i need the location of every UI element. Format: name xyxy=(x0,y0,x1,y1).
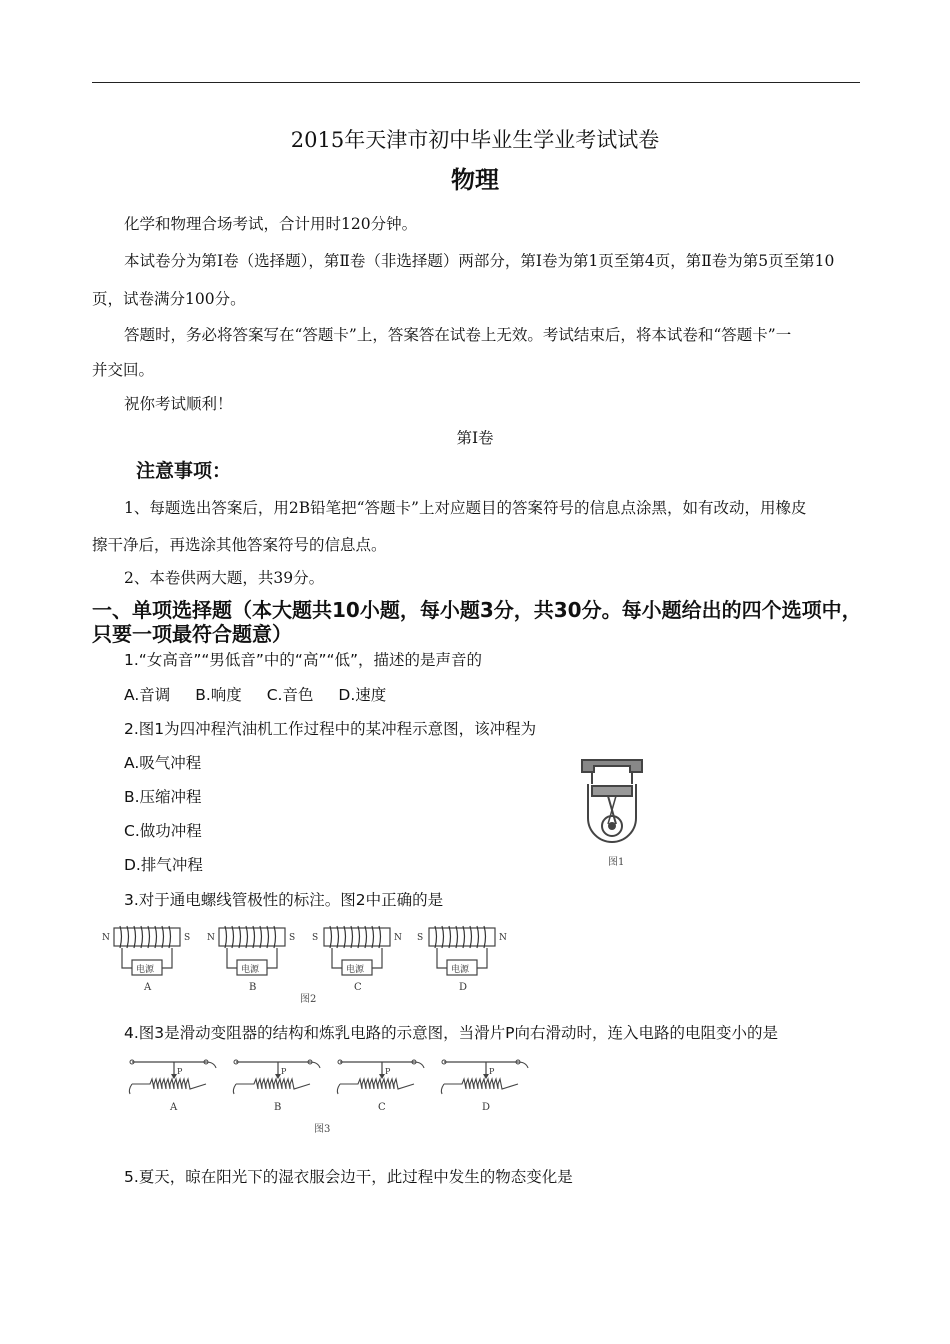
right-pole-label: N xyxy=(394,933,402,943)
q2-option-b: B.压缩冲程 xyxy=(124,788,202,806)
power-label: 电源 xyxy=(136,965,155,975)
slider-label: P xyxy=(489,1067,495,1076)
page-title: 2015年天津市初中毕业生学业考试试卷 xyxy=(290,128,660,152)
power-label: 电源 xyxy=(241,965,260,975)
solenoid-panel xyxy=(312,926,402,993)
right-pole-label: S xyxy=(289,933,296,943)
solenoid-panel xyxy=(102,926,190,993)
volume-label: 第Ⅰ卷 xyxy=(456,429,494,447)
question-1-options xyxy=(124,683,406,705)
figure-3-rheostat-diagrams xyxy=(126,1052,546,1138)
notice-item-1b: 擦干净后，再选涂其他答案符号的信息点。 xyxy=(92,536,387,554)
notice-item-1a: 1、每题选出答案后，用2B铅笔把“答题卡”上对应题目的答案符号的信息点涂黑，如有改动，用橡皮 xyxy=(124,499,807,517)
question-4-stem: 4.图3是滑动变阻器的结构和炼乳电路的示意图，当滑片P向右滑动时，连入电路的电阻变小的是 xyxy=(124,1024,779,1042)
question-5-stem: 5.夏天，晾在阳光下的湿衣服会边干，此过程中发生的物态变化是 xyxy=(124,1168,573,1186)
notice-item-2: 2、本卷供两大题，共39分。 xyxy=(124,569,325,587)
q2-option-a: A.吸气冲程 xyxy=(124,754,202,772)
solenoid-panel xyxy=(417,926,507,993)
panel-label: C xyxy=(354,982,362,993)
section-1-heading: 一、单项选择题（本大题共10小题，每小题3分，共30分。每小题给出的四个选项中，只要一项最符合题意） xyxy=(92,598,862,646)
intro-line-2b: 页，试卷满分100分。 xyxy=(92,290,246,308)
intro-line-4: 祝你考试顺利！ xyxy=(124,395,233,413)
power-label: 电源 xyxy=(451,965,470,975)
notice-heading: 注意事项： xyxy=(136,460,232,482)
q2-option-d: D.排气冲程 xyxy=(124,856,203,874)
intro-line-1: 化学和物理合场考试，合计用时120分钟。 xyxy=(124,215,418,233)
figure-1-caption: 图1 xyxy=(608,857,625,868)
resistance-coil xyxy=(132,1079,206,1089)
panel-label: A xyxy=(170,1102,178,1113)
rheostat-panel xyxy=(441,1060,528,1113)
figure-3-caption: 图3 xyxy=(314,1124,331,1135)
left-pole-label: N xyxy=(102,933,110,943)
right-pole-label: N xyxy=(499,933,507,943)
rheostat-panel xyxy=(337,1060,424,1113)
right-pole-label: S xyxy=(184,933,191,943)
question-1-stem: 1.“女高音”“男低音”中的“高”“低”，描述的是声音的 xyxy=(124,651,483,669)
left-pole-label: N xyxy=(207,933,215,943)
panel-label: A xyxy=(144,982,152,993)
panel-label: B xyxy=(274,1102,282,1113)
slider-label: P xyxy=(281,1067,287,1076)
panel-label: D xyxy=(482,1102,491,1113)
question-3-stem: 3.对于通电螺线管极性的标注。图2中正确的是 xyxy=(124,891,444,909)
question-2-stem: 2.图1为四冲程汽油机工作过程中的某冲程示意图，该冲程为 xyxy=(124,720,537,738)
figure-2-solenoid-diagrams xyxy=(100,922,530,1006)
q1-option-c: C.音色 xyxy=(266,686,314,704)
q1-option-b: B.响度 xyxy=(195,686,242,704)
resistance-coil xyxy=(340,1079,414,1089)
panel-label: C xyxy=(378,1102,386,1113)
q1-option-a: A.音调 xyxy=(124,686,171,704)
left-pole-label: S xyxy=(417,933,424,943)
figure-2-caption: 图2 xyxy=(300,994,317,1005)
figure-1-engine-diagram xyxy=(572,752,652,870)
rheostat-panel xyxy=(129,1060,216,1113)
top-rule xyxy=(92,82,860,83)
panel-label: B xyxy=(249,982,257,993)
intro-line-3a: 答题时，务必将答案写在“答题卡”上，答案答在试卷上无效。考试结束后，将本试卷和“答题卡”一 xyxy=(124,326,792,344)
subject-title: 物理 xyxy=(451,166,499,194)
q2-option-c: C.做功冲程 xyxy=(124,822,202,840)
slider-label: P xyxy=(177,1067,183,1076)
solenoid-panel xyxy=(207,926,295,993)
rheostat-panel xyxy=(233,1060,320,1113)
slider-label: P xyxy=(385,1067,391,1076)
panel-label: D xyxy=(459,982,468,993)
resistance-coil xyxy=(236,1079,310,1089)
q1-option-d: D.速度 xyxy=(338,686,387,704)
power-label: 电源 xyxy=(346,965,365,975)
intro-line-2a: 本试卷分为第Ⅰ卷（选择题），第Ⅱ卷（非选择题）两部分，第Ⅰ卷为第1页至第4页，第Ⅱ卷为第5页至第10 xyxy=(124,252,835,270)
intro-line-3b: 并交回。 xyxy=(92,361,155,379)
left-pole-label: S xyxy=(312,933,319,943)
resistance-coil xyxy=(444,1079,518,1089)
